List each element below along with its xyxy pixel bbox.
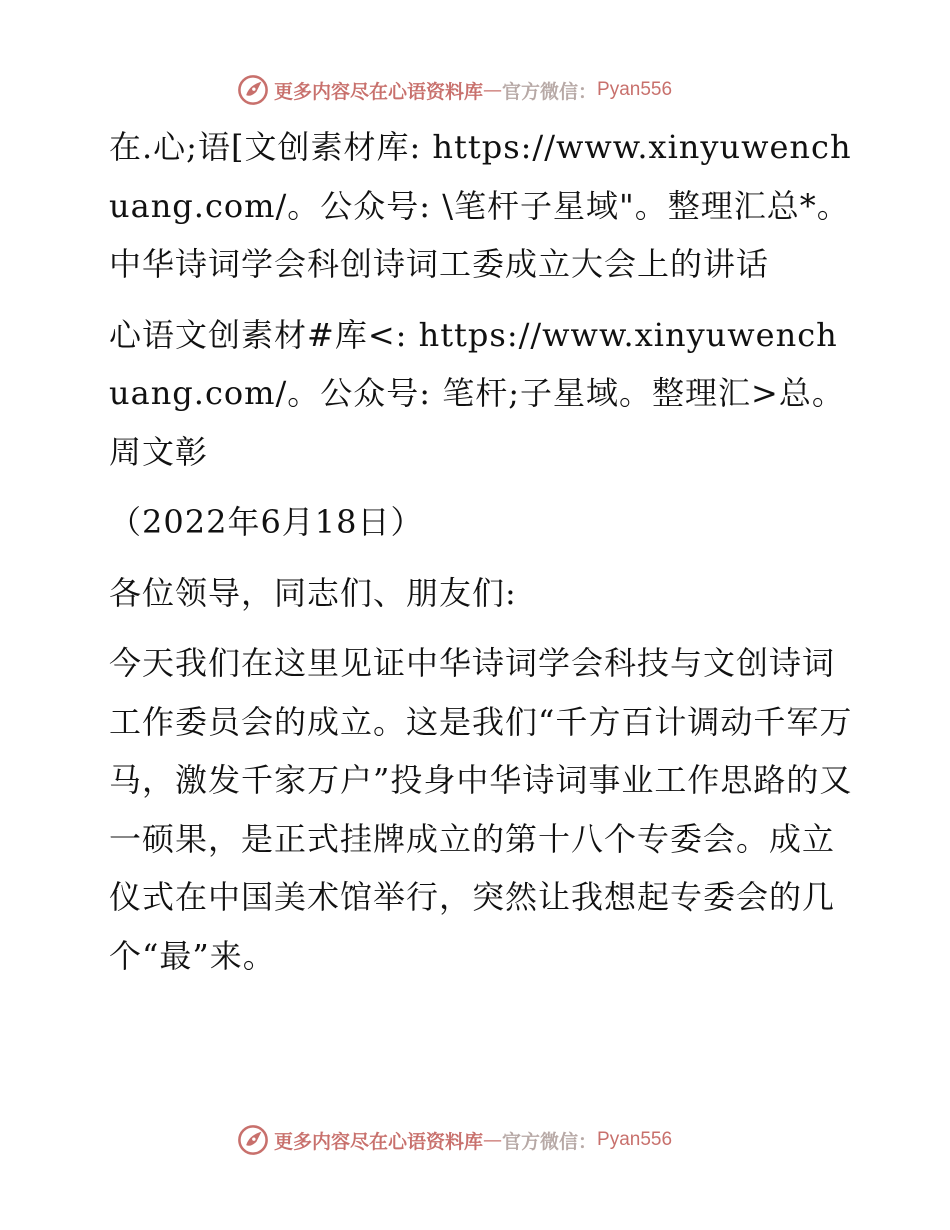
footer-banner	[236, 1122, 672, 1158]
header-wechat-handle: Pyan556	[597, 79, 673, 100]
logo-icon	[236, 1123, 270, 1157]
header-wechat-label: 官方微信：	[502, 80, 598, 103]
footer-wechat-handle: Pyan556	[597, 1129, 673, 1150]
paragraph-greeting: 各位领导，同志们、朋友们:	[109, 573, 517, 612]
paragraph-main: 今天我们在这里见证中华诗词学会科技与文创诗词工作委员会的成立。这是我们“千方百计调动千军万马，激发千家万户”投身中华诗词事业工作思路的又一硕果，是正式挂牌成立的第十八个专委会。成立仪式在中国美术馆举行，突然让我想起专委会的几个“最”来。	[109, 644, 853, 975]
paragraph-date: （2022年6月18日）	[109, 503, 424, 541]
header-title: 更多内容尽在心语资料库	[274, 80, 484, 103]
paragraph-source-1: 在.心;语[文创素材库: https://www.xinyuwenchuang.com/。公众号: \笔杆子星域"。整理汇总*。中华诗词学会科创诗词工委成立大会上的讲话	[109, 128, 852, 283]
logo-icon	[236, 73, 270, 107]
footer-wechat-label: 官方微信：	[502, 1130, 598, 1153]
paragraph-source-2: 心语文创素材#库<: https://www.xinyuwenchuang.com/。公众号: 笔杆;子星域。整理汇>总。周文彰	[109, 315, 845, 471]
header-banner	[236, 72, 672, 108]
document-body	[97, 118, 857, 997]
header-separator: —	[483, 79, 503, 101]
footer-title: 更多内容尽在心语资料库	[274, 1130, 484, 1153]
footer-separator: —	[483, 1129, 503, 1151]
